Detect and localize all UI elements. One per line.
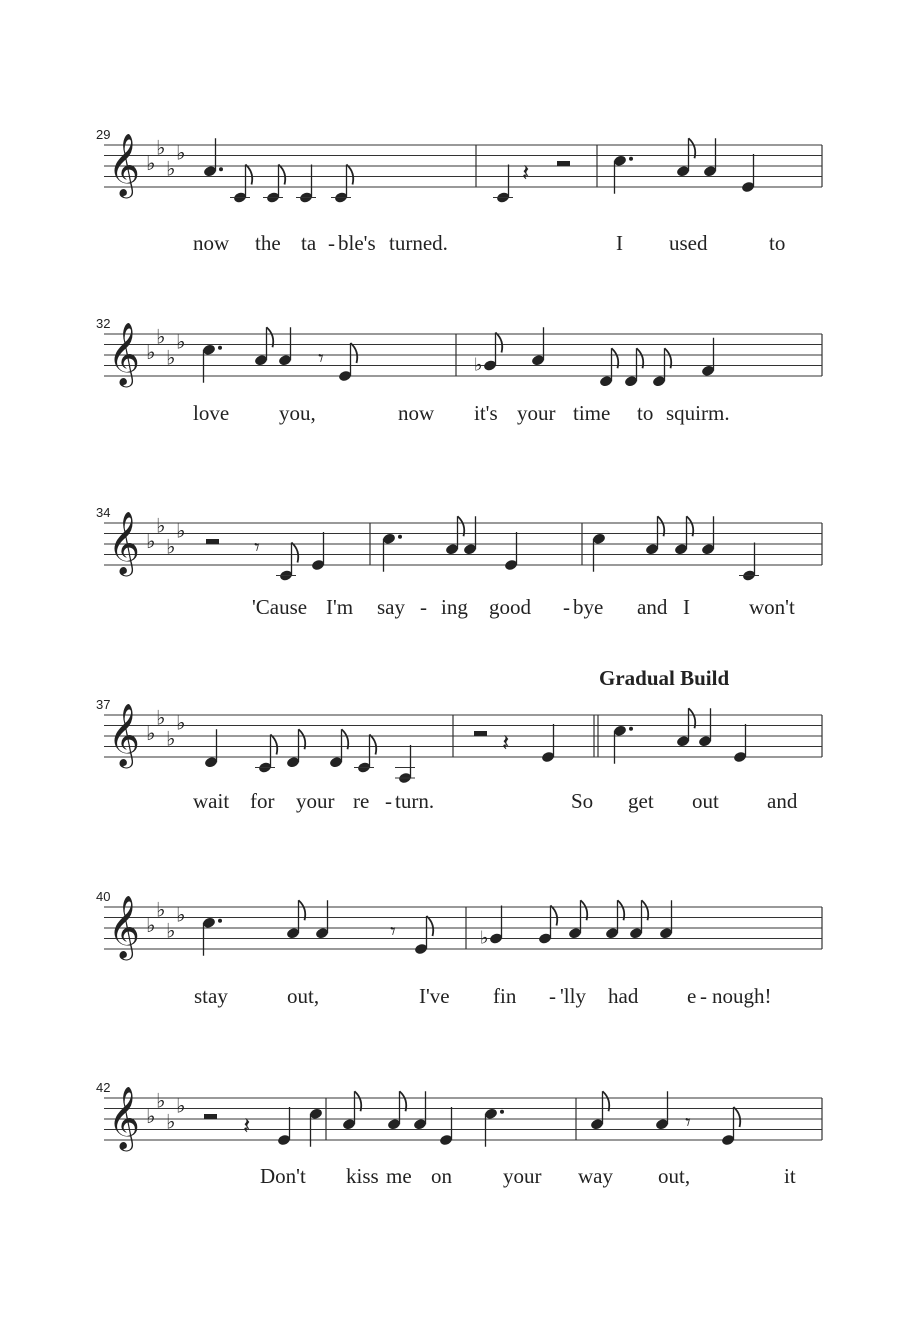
note-head [277, 1107, 291, 1146]
note-head [676, 708, 695, 747]
note-head [493, 165, 513, 204]
lyric-syllable: way [578, 1164, 613, 1188]
measure-number: 37 [96, 697, 111, 712]
note-head [698, 708, 712, 747]
note-head [202, 343, 222, 382]
lyric-syllable: stay [194, 984, 228, 1008]
lyric-syllable: 'Cause [252, 595, 308, 619]
note-head [674, 516, 693, 555]
measure-number: 29 [96, 127, 111, 142]
lyric-syllable: out, [287, 984, 320, 1008]
note-head [504, 532, 518, 571]
treble-clef-icon: 𝄞 [108, 703, 140, 766]
note-head [676, 138, 695, 177]
lyric-syllable: won't [749, 595, 795, 619]
rest-icon [318, 347, 324, 372]
svg-text:𝄾: 𝄾 [685, 1110, 691, 1136]
lyric-syllable: good [489, 595, 531, 619]
measure-number: 34 [96, 505, 111, 520]
flat-icon: ♭ [176, 518, 186, 543]
lyric-syllable: out, [658, 1164, 691, 1188]
rest-icon [685, 1111, 691, 1136]
note-head [541, 724, 555, 763]
note-head [395, 745, 415, 784]
flat-icon: ♭ [146, 529, 156, 553]
rest-icon [522, 159, 529, 187]
measure-number: 32 [96, 316, 111, 331]
lyric-syllable: fin [493, 984, 517, 1008]
note-head [202, 916, 222, 955]
note-head [329, 729, 348, 768]
note-head [382, 532, 402, 571]
note-head [342, 1091, 361, 1130]
note-head [286, 900, 305, 939]
svg-text:𝄾: 𝄾 [254, 535, 260, 561]
lyric-syllable: used [669, 231, 708, 255]
note-head [739, 543, 759, 582]
staff-system-37 [96, 666, 822, 813]
lyric-syllable: - [563, 595, 570, 619]
note-head [354, 735, 376, 774]
lyric-syllable: Don't [260, 1164, 306, 1188]
svg-text:𝄽: 𝄽 [522, 158, 530, 187]
svg-text:𝄽: 𝄽 [243, 1111, 251, 1140]
lyric-syllable: 'lly [560, 984, 586, 1008]
flat-icon: ♭ [156, 324, 166, 349]
treble-clef-icon: 𝄞 [108, 511, 140, 574]
flat-icon: ♭ [176, 1093, 186, 1118]
note-head [203, 138, 223, 177]
staff-system-32 [96, 316, 822, 425]
rest-icon [502, 729, 509, 757]
note-head [645, 516, 664, 555]
note-head [624, 348, 643, 387]
flat-icon: ♭ [156, 705, 166, 730]
flat-icon: ♭ [146, 721, 156, 745]
flat-icon: ♭ [156, 135, 166, 160]
lyric-syllable: the [255, 231, 281, 255]
note-head [703, 138, 717, 177]
note-head [701, 338, 715, 377]
flat-icon: ♭ [166, 156, 176, 181]
lyric-syllable: bye [573, 595, 604, 619]
rest-icon [243, 1112, 250, 1140]
lyric-syllable: had [608, 984, 639, 1008]
note-head [263, 165, 285, 204]
lyric-syllable: out [692, 789, 719, 813]
staff-system-42 [96, 1080, 822, 1188]
note-head [741, 154, 755, 193]
note-head [484, 1107, 504, 1146]
note-head [605, 900, 624, 939]
lyric-syllable: your [517, 401, 556, 425]
measure-number: 40 [96, 889, 111, 904]
lyric-syllable: it [784, 1164, 796, 1188]
lyric-syllable: re [353, 789, 370, 813]
note-head [413, 1091, 427, 1130]
note-head [568, 900, 587, 939]
staff-system-34 [96, 505, 822, 619]
note-head [592, 532, 606, 571]
note-head [315, 900, 329, 939]
rest-icon [204, 1114, 217, 1119]
flat-icon: ♭ [176, 140, 186, 165]
measure-number: 42 [96, 1080, 111, 1095]
svg-text:♭: ♭ [480, 927, 489, 949]
note-head [296, 165, 316, 204]
svg-text:𝄽: 𝄽 [502, 728, 510, 757]
note-head [480, 906, 503, 949]
treble-clef-icon: 𝄞 [108, 895, 140, 958]
treble-clef-icon: 𝄞 [108, 133, 140, 196]
lyric-syllable: I [683, 595, 690, 619]
note-head [276, 543, 298, 582]
lyric-syllable: turn. [395, 789, 435, 813]
svg-text:♭: ♭ [474, 354, 483, 376]
lyric-syllable: - [549, 984, 556, 1008]
expression-text: Gradual Build [599, 666, 730, 690]
flat-icon: ♭ [166, 726, 176, 751]
lyric-syllable: e [687, 984, 697, 1008]
note-head [230, 165, 252, 204]
lyric-syllable: to [769, 231, 786, 255]
flat-icon: ♭ [166, 918, 176, 943]
lyric-syllable: ta [301, 231, 317, 255]
lyric-syllable: for [250, 789, 275, 813]
lyric-syllable: say [377, 595, 405, 619]
lyric-syllable: get [628, 789, 654, 813]
note-head [701, 516, 715, 555]
note-head [439, 1107, 453, 1146]
lyric-syllable: your [503, 1164, 542, 1188]
lyric-syllable: - [385, 789, 392, 813]
staff-system-29 [96, 127, 822, 255]
lyric-syllable: on [431, 1164, 452, 1188]
note-head [655, 1091, 669, 1130]
note-head [599, 348, 618, 387]
lyric-syllable: ble's [338, 231, 376, 255]
flat-icon: ♭ [146, 151, 156, 175]
rest-icon [557, 161, 570, 166]
note-head [652, 348, 671, 387]
note-head [733, 724, 747, 763]
lyric-syllable: I [616, 231, 623, 255]
flat-icon: ♭ [166, 534, 176, 559]
flat-icon: ♭ [166, 345, 176, 370]
lyric-syllable: me [386, 1164, 412, 1188]
note-head [331, 165, 353, 204]
lyric-syllable: So [571, 789, 594, 813]
note-head [255, 735, 277, 774]
flat-icon: ♭ [146, 1104, 156, 1128]
note-head [387, 1091, 406, 1130]
flat-icon: ♭ [156, 1088, 166, 1113]
lyric-syllable: nough! [712, 984, 772, 1008]
flat-icon: ♭ [156, 513, 166, 538]
lyric-syllable: now [193, 231, 230, 255]
svg-text:𝄾: 𝄾 [390, 919, 396, 945]
rest-icon [206, 539, 219, 544]
lyric-syllable: it's [474, 401, 498, 425]
note-head [613, 724, 633, 763]
lyric-syllable: to [637, 401, 654, 425]
flat-icon: ♭ [146, 913, 156, 937]
lyric-syllable: turned. [389, 231, 448, 255]
note-head [463, 516, 477, 555]
note-head [590, 1091, 609, 1130]
note-head [278, 327, 292, 366]
lyric-syllable: and [637, 595, 668, 619]
flat-icon: ♭ [166, 1109, 176, 1134]
note-head [659, 900, 673, 939]
lyric-syllable: - [700, 984, 707, 1008]
lyric-syllable: now [398, 401, 435, 425]
lyric-syllable: squirm. [666, 401, 730, 425]
lyric-syllable: your [296, 789, 335, 813]
flat-icon: ♭ [146, 340, 156, 364]
lyric-syllable: love [193, 401, 230, 425]
note-head [531, 327, 545, 366]
note-head [613, 154, 633, 193]
lyric-syllable: wait [193, 789, 230, 813]
note-head [311, 532, 325, 571]
note-head [445, 516, 464, 555]
lyric-syllable: ing [441, 595, 468, 619]
rest-icon [254, 536, 260, 561]
flat-icon: ♭ [176, 329, 186, 354]
lyric-syllable: kiss [346, 1164, 379, 1188]
rest-icon [390, 920, 396, 945]
systems-layer [96, 127, 822, 1188]
note-head [309, 1107, 323, 1146]
lyric-syllable: I'm [326, 595, 354, 619]
lyric-syllable: - [328, 231, 335, 255]
svg-text:𝄾: 𝄾 [318, 346, 324, 372]
note-head [629, 900, 648, 939]
lyric-syllable: - [420, 595, 427, 619]
flat-icon: ♭ [176, 902, 186, 927]
flat-icon: ♭ [156, 897, 166, 922]
note-head [474, 333, 502, 376]
flat-icon: ♭ [176, 710, 186, 735]
treble-clef-icon: 𝄞 [108, 1086, 140, 1149]
note-head [286, 729, 305, 768]
note-head [254, 327, 273, 366]
lyric-syllable: and [767, 789, 798, 813]
note-head [204, 729, 218, 768]
lyric-syllable: you, [279, 401, 316, 425]
treble-clef-icon: 𝄞 [108, 322, 140, 385]
staff-system-40 [96, 889, 822, 1008]
lyric-syllable: I've [419, 984, 450, 1008]
rest-icon [474, 731, 487, 736]
lyric-syllable: time [573, 401, 611, 425]
